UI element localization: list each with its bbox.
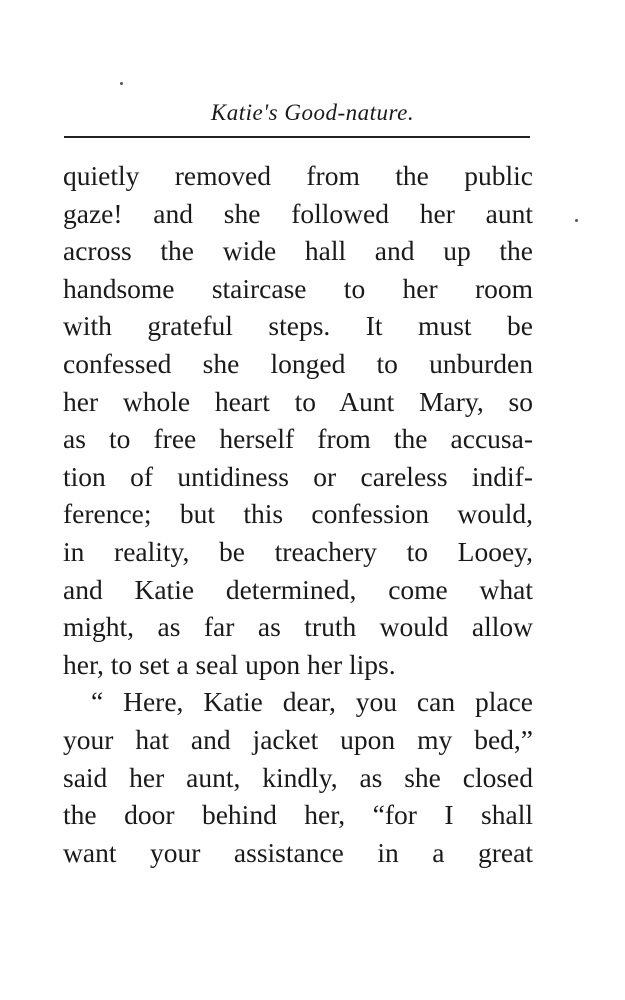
text-line-10: ference; but this confession would, [63,498,533,530]
body-text [63,157,533,871]
text-line-5: with grateful steps. It must be [63,310,533,342]
text-line-13: might, as far as truth would allow [63,611,533,643]
print-speck [120,82,123,85]
text-line-9: tion of untidiness or careless indif- [63,460,533,492]
text-line-16: your hat and jacket upon my bed,” [63,723,533,755]
print-speck [575,219,578,222]
text-line-3: across the wide hall and up the [63,235,533,267]
text-line-4: handsome staircase to her room [63,272,533,304]
text-line-11: in reality, be treachery to Looey, [63,535,533,567]
header-rule [64,136,530,138]
text-line-8: as to free herself from the accusa- [63,423,533,455]
text-line-2: gaze! and she followed her aunt [63,197,533,229]
text-line-17: said her aunt, kindly, as she closed [63,761,533,793]
text-line-14: her, to set a seal upon her lips. [63,648,396,680]
text-line-15: “ Here, Katie dear, you can place [91,686,533,718]
text-line-1: quietly removed from the public [63,160,533,191]
text-line-19: want your assistance in a great [63,836,533,868]
running-head: Katie's Good-nature. [210,100,415,125]
text-line-7: her whole heart to Aunt Mary, so [63,385,533,417]
text-line-18: the door behind her, “for I shall [63,799,533,831]
text-line-12: and Katie determined, come what [63,573,533,605]
text-line-6: confessed she longed to unburden [63,347,533,379]
